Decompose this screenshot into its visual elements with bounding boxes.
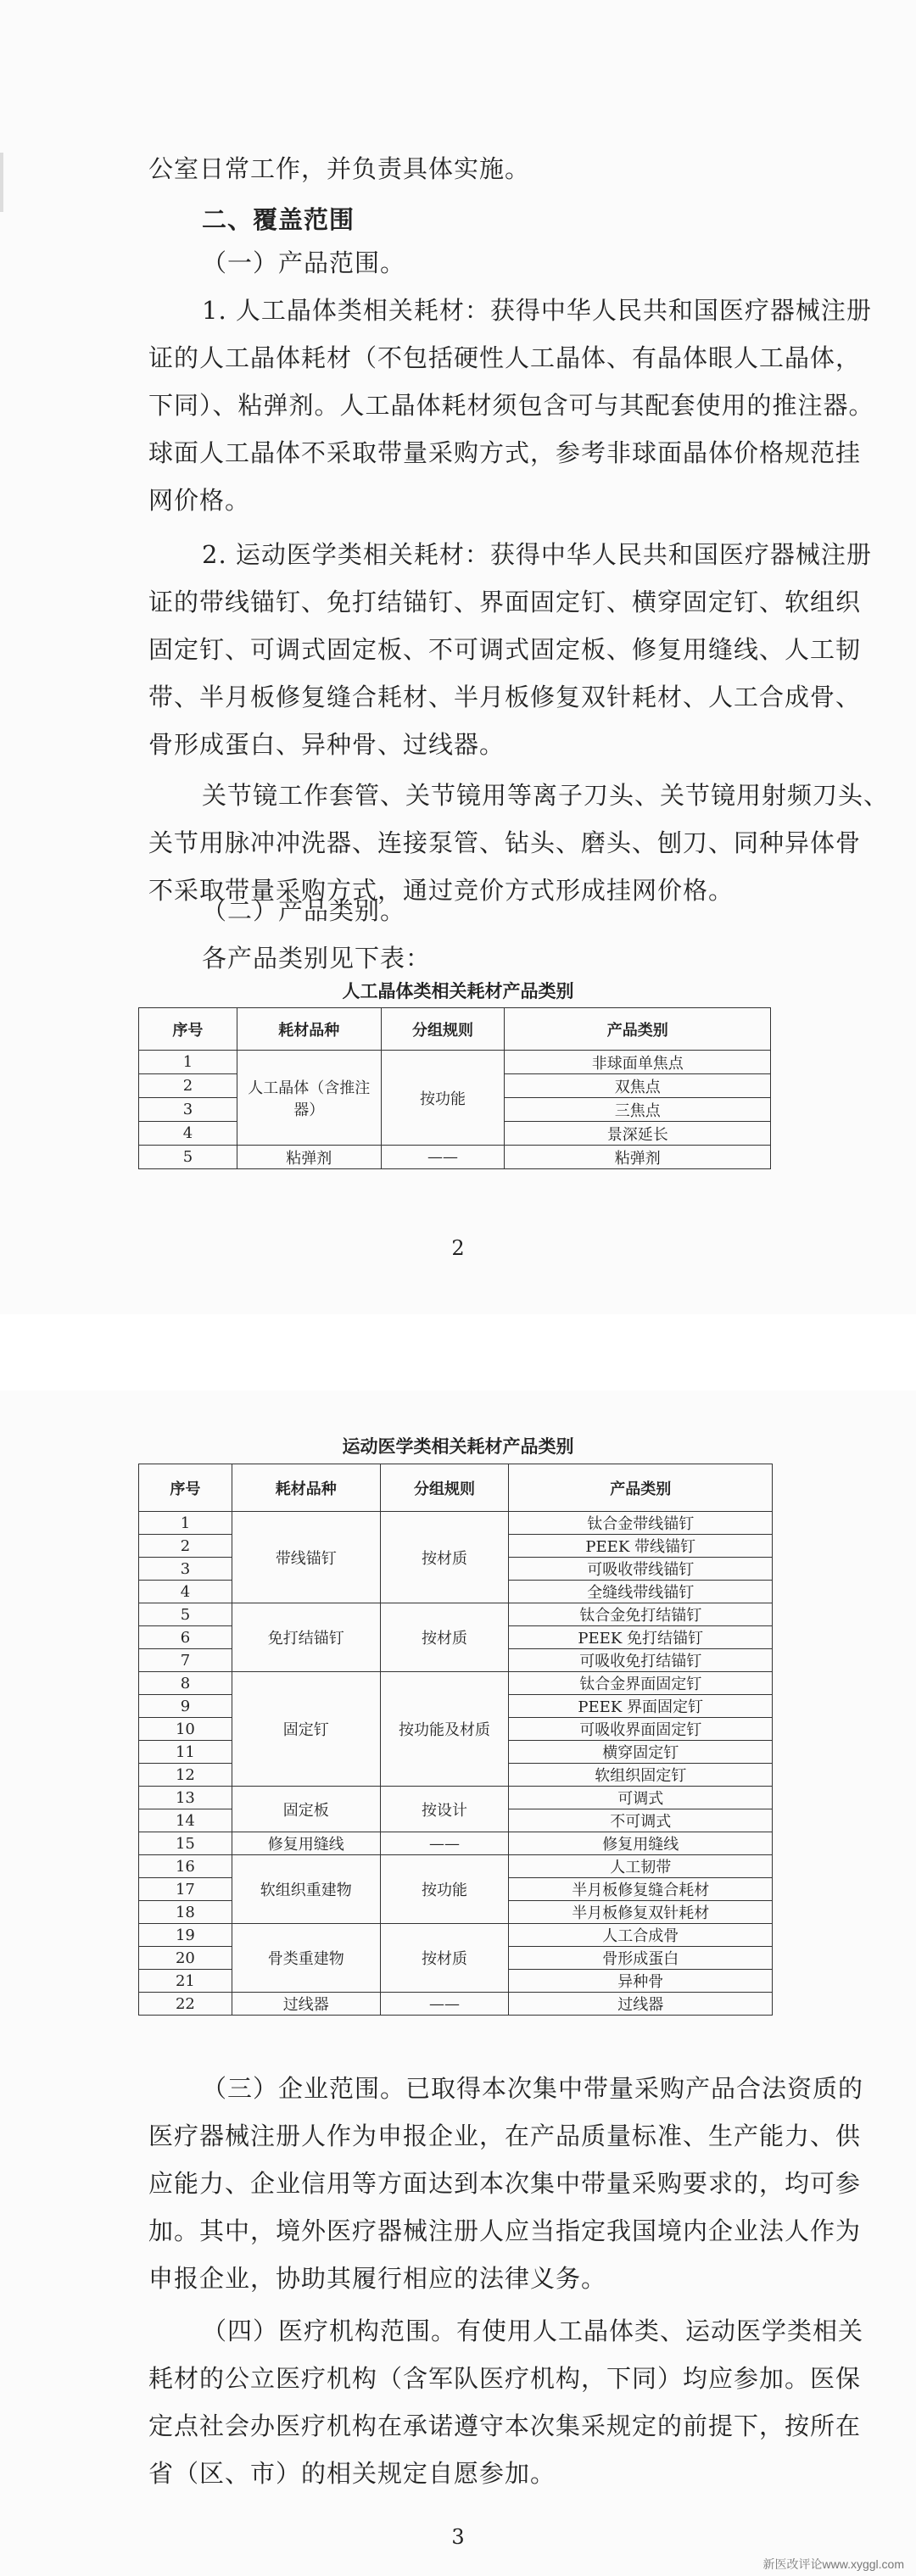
row-number: 9 [139, 1695, 232, 1718]
group-rule: —— [380, 1832, 509, 1855]
table-header: 序号 [139, 1008, 237, 1051]
text-line: 省（区、市）的相关规定自愿参加。 [148, 2459, 556, 2488]
group-rule: 按功能 [381, 1051, 505, 1146]
row-number: 17 [139, 1878, 232, 1901]
item-name: 软组织重建物 [232, 1855, 380, 1924]
product-category: 钛合金界面固定钉 [509, 1672, 773, 1695]
row-number: 22 [139, 1993, 232, 2016]
product-category: PEEK 带线锚钉 [509, 1535, 773, 1558]
group-rule: 按材质 [380, 1603, 509, 1672]
item-name: 免打结锚钉 [232, 1603, 380, 1672]
product-category: 钛合金免打结锚钉 [509, 1603, 773, 1626]
table-header: 耗材品种 [237, 1008, 381, 1051]
table-row [139, 1051, 771, 1074]
row-number: 4 [139, 1122, 237, 1146]
text-line: 公室日常工作，并负责具体实施。 [148, 154, 531, 183]
text-line: （二）产品类别。 [202, 896, 406, 925]
text-line: 证的带线锚钉、免打结锚钉、界面固定钉、横穿固定钉、软组织 [148, 588, 862, 616]
row-number: 13 [139, 1787, 232, 1809]
watermark: 新医改评论www.xyggl.com [762, 2557, 904, 2571]
page-3 [0, 1391, 916, 2576]
text-line: 网价格。 [148, 486, 251, 515]
table-row [139, 1832, 773, 1855]
table-header: 产品类别 [505, 1008, 771, 1051]
page-number: 3 [451, 2525, 465, 2549]
product-category: 异种骨 [509, 1970, 773, 1993]
product-category: 可吸收带线锚钉 [509, 1558, 773, 1581]
text-line: 申报企业，协助其履行相应的法律义务。 [148, 2264, 607, 2293]
item-name: 修复用缝线 [232, 1832, 380, 1855]
row-number: 12 [139, 1764, 232, 1787]
text-line: 关节用脉冲冲洗器、连接泵管、钻头、磨头、刨刀、同种异体骨 [148, 828, 862, 857]
product-category: 半月板修复双针耗材 [509, 1901, 773, 1924]
group-rule: 按功能及材质 [380, 1672, 509, 1787]
product-category: 人工韧带 [509, 1855, 773, 1878]
product-category: 双焦点 [505, 1074, 771, 1098]
row-number: 5 [139, 1146, 237, 1169]
group-rule: 按设计 [380, 1787, 509, 1832]
product-category: 人工合成骨 [509, 1924, 773, 1947]
text-line: 证的人工晶体耗材（不包括硬性人工晶体、有晶体眼人工晶体， [148, 343, 862, 372]
text-line: 定点社会办医疗机构在承诺遵守本次集采规定的前提下，按所在 [148, 2412, 862, 2440]
item-name: 固定钉 [232, 1672, 380, 1787]
text-line: 加。其中，境外医疗器械注册人应当指定我国境内企业法人作为 [148, 2216, 862, 2245]
product-category: 全缝线带线锚钉 [509, 1581, 773, 1603]
table1 [138, 1007, 771, 1169]
row-number: 2 [139, 1535, 232, 1558]
table2 [138, 1464, 773, 2016]
table-row [139, 1672, 773, 1695]
row-number: 21 [139, 1970, 232, 1993]
text-line: 各产品类别见下表： [202, 944, 432, 973]
text-line: 1. 人工晶体类相关耗材：获得中华人民共和国医疗器械注册 [202, 296, 872, 325]
row-number: 3 [139, 1558, 232, 1581]
text-line: （一）产品范围。 [202, 248, 406, 277]
text-line: 骨形成蛋白、异种骨、过线器。 [148, 730, 505, 759]
table-header: 产品类别 [509, 1464, 773, 1512]
table-header: 耗材品种 [232, 1464, 380, 1512]
group-rule: 按功能 [380, 1855, 509, 1924]
row-number: 1 [139, 1051, 237, 1074]
item-name: 固定板 [232, 1787, 380, 1832]
group-rule: 按材质 [380, 1924, 509, 1993]
item-name: 过线器 [232, 1993, 380, 2016]
table-row [139, 1603, 773, 1626]
row-number: 5 [139, 1603, 232, 1626]
table-row [139, 1787, 773, 1809]
table-header: 分组规则 [380, 1464, 509, 1512]
row-number: 6 [139, 1626, 232, 1649]
row-number: 11 [139, 1741, 232, 1764]
product-category: 粘弹剂 [505, 1146, 771, 1169]
table2-title: 运动医学类相关耗材产品类别 [342, 1436, 574, 1457]
row-number: 8 [139, 1672, 232, 1695]
text-line: 关节镜工作套管、关节镜用等离子刀头、关节镜用射频刀头、 [202, 781, 890, 810]
row-number: 10 [139, 1718, 232, 1741]
group-rule: —— [381, 1146, 505, 1169]
section-heading: 二、覆盖范围 [202, 205, 355, 234]
row-number: 20 [139, 1947, 232, 1970]
row-number: 3 [139, 1098, 237, 1122]
product-category: 可吸收界面固定钉 [509, 1718, 773, 1741]
item-name: 人工晶体（含推注器） [237, 1051, 381, 1146]
product-category: 横穿固定钉 [509, 1741, 773, 1764]
product-category: 不可调式 [509, 1809, 773, 1832]
text-line: 2. 运动医学类相关耗材：获得中华人民共和国医疗器械注册 [202, 540, 872, 569]
product-category: 三焦点 [505, 1098, 771, 1122]
product-category: 半月板修复缝合耗材 [509, 1878, 773, 1901]
text-line: 球面人工晶体不采取带量采购方式，参考非球面晶体价格规范挂 [148, 438, 862, 467]
row-number: 16 [139, 1855, 232, 1878]
row-number: 1 [139, 1512, 232, 1535]
text-line: 耗材的公立医疗机构（含军队医疗机构，下同）均应参加。医保 [148, 2364, 862, 2393]
text-line: 固定钉、可调式固定板、不可调式固定板、修复用缝线、人工韧 [148, 635, 862, 664]
row-number: 4 [139, 1581, 232, 1603]
group-rule: —— [380, 1993, 509, 2016]
item-name: 骨类重建物 [232, 1924, 380, 1993]
product-category: 非球面单焦点 [505, 1051, 771, 1074]
text-line: （三）企业范围。已取得本次集中带量采购产品合法资质的 [202, 2074, 864, 2103]
text-line: 应能力、企业信用等方面达到本次集中带量采购要求的，均可参 [148, 2169, 862, 2198]
table-row [139, 1924, 773, 1947]
table-row [139, 1512, 773, 1535]
table-row [139, 1993, 773, 2016]
table-row [139, 1146, 771, 1169]
product-category: 修复用缝线 [509, 1832, 773, 1855]
table-header: 分组规则 [381, 1008, 505, 1051]
product-category: 可吸收免打结锚钉 [509, 1649, 773, 1672]
item-name: 粘弹剂 [237, 1146, 381, 1169]
table1-title: 人工晶体类相关耗材产品类别 [342, 980, 574, 1001]
product-category: 可调式 [509, 1787, 773, 1809]
product-category: 过线器 [509, 1993, 773, 2016]
item-name: 带线锚钉 [232, 1512, 380, 1603]
row-number: 14 [139, 1809, 232, 1832]
text-line: 不采取带量采购方式，通过竞价方式形成挂网价格。 [148, 876, 734, 905]
text-line: 带、半月板修复缝合耗材、半月板修复双针耗材、人工合成骨、 [148, 683, 862, 711]
text-line: （四）医疗机构范围。有使用人工晶体类、运动医学类相关 [202, 2317, 864, 2345]
row-number: 15 [139, 1832, 232, 1855]
product-category: 景深延长 [505, 1122, 771, 1146]
row-number: 7 [139, 1649, 232, 1672]
table-row [139, 1855, 773, 1878]
product-category: 软组织固定钉 [509, 1764, 773, 1787]
product-category: PEEK 界面固定钉 [509, 1695, 773, 1718]
row-number: 19 [139, 1924, 232, 1947]
group-rule: 按材质 [380, 1512, 509, 1603]
row-number: 2 [139, 1074, 237, 1098]
product-category: 骨形成蛋白 [509, 1947, 773, 1970]
product-category: PEEK 免打结锚钉 [509, 1626, 773, 1649]
scan-edge [0, 153, 3, 212]
product-category: 钛合金带线锚钉 [509, 1512, 773, 1535]
text-line: 医疗器械注册人作为申报企业，在产品质量标准、生产能力、供 [148, 2122, 862, 2150]
table-header: 序号 [139, 1464, 232, 1512]
row-number: 18 [139, 1901, 232, 1924]
text-line: 下同）、粘弹剂。人工晶体耗材须包含可与其配套使用的推注器。 [148, 391, 874, 420]
page-number: 2 [451, 1236, 465, 1260]
